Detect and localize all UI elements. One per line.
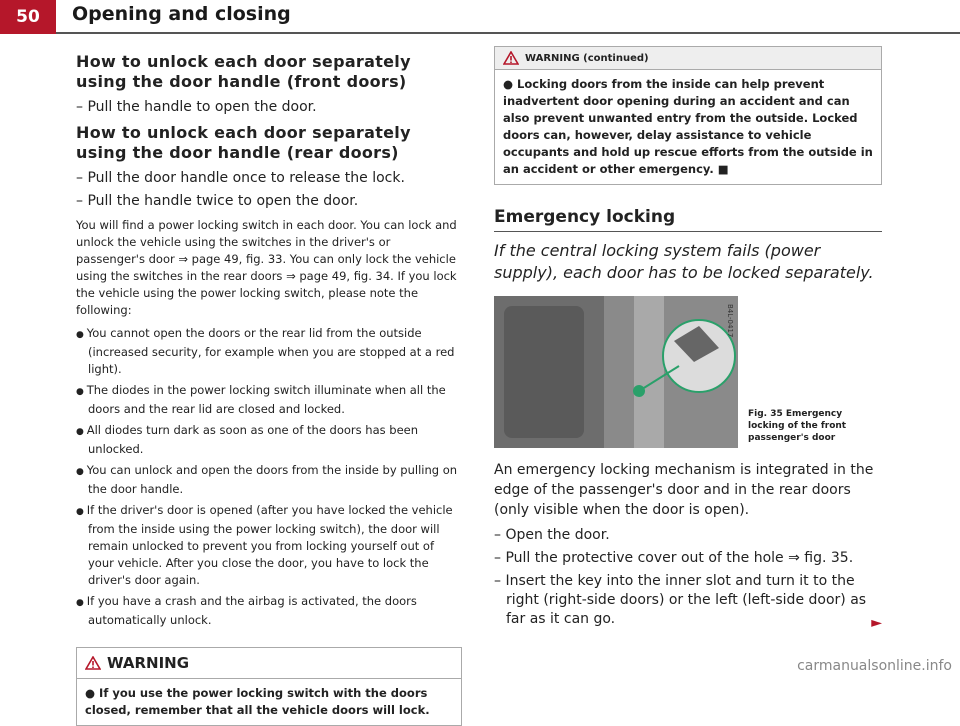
running-header: Opening and closing bbox=[72, 3, 291, 25]
figure-row bbox=[494, 296, 882, 448]
right-column bbox=[494, 46, 882, 631]
warning-title: WARNING bbox=[107, 654, 190, 672]
warning-header bbox=[77, 648, 461, 679]
page-number: 50 bbox=[0, 0, 56, 34]
warning-box bbox=[76, 647, 462, 726]
warning-triangle-icon bbox=[503, 51, 519, 65]
watermark: carmanualsonline.info bbox=[797, 658, 952, 674]
door-lock-illustration bbox=[494, 296, 738, 448]
continue-arrow-icon: ► bbox=[871, 615, 882, 631]
bullet-4: ● You can unlock and open the doors from the inside by pulling on the door handle. bbox=[76, 462, 462, 498]
header-rule bbox=[56, 32, 960, 34]
step-rear-1: – Pull the door handle once to release the lock. bbox=[76, 169, 462, 188]
power-locking-paragraph: You will find a power locking switch in each door. You can lock and unlock the vehicle using the switches in the driver's or passenger's door ⇒ page 49, fig. 33. You can only lock the vehicle using the switches in the rear doors ⇒ page 49, fig. 34. If you lock the vehicle using the power locking switch, please note the following: bbox=[76, 218, 457, 317]
bullet-5: ● If the driver's door is opened (after you have locked the vehicle from the inside using the power locking switch), the door will remain unlocked to prevent you from locking yourself out of your vehicle. After you close the door, you have to lock the driver's door again. bbox=[76, 502, 462, 589]
bullet-3: ● All diodes turn dark as soon as one of the doors has been unlocked. bbox=[76, 422, 462, 458]
warning-continued-title: WARNING (continued) bbox=[525, 52, 649, 64]
heading-rear-doors: How to unlock each door separately using the door handle (rear doors) bbox=[76, 123, 411, 162]
bullet-6: ● If you have a crash and the airbag is activated, the doors automatically unlock. bbox=[76, 593, 462, 629]
figure-caption: Fig. 35 Emergency locking of the front passenger's door bbox=[748, 409, 847, 443]
emergency-step-2: – Pull the protective cover out of the hole ⇒ fig. 35. bbox=[494, 549, 882, 568]
warning-text: ● If you use the power locking switch with the doors closed, remember that all the vehicle doors will lock. bbox=[85, 686, 430, 717]
emergency-step-1: – Open the door. bbox=[494, 526, 882, 545]
warning-continued-text: ● Locking doors from the inside can help prevent inadvertent door opening during an accident and can also prevent unwanted entry from the outside. Locked doors can, however, delay assistance to vehicle occupants and hold up rescue efforts from the outside in an accident or other emergency. ■ bbox=[503, 77, 873, 176]
step-front-1: – Pull the handle to open the door. bbox=[76, 98, 462, 117]
emergency-paragraph: An emergency locking mechanism is integrated in the edge of the passenger's door and in the rear doors (only visible when the door is open). bbox=[494, 462, 874, 518]
bullet-2: ● The diodes in the power locking switch illuminate when all the doors and the rear lid are closed and locked. bbox=[76, 382, 462, 418]
bullet-1: ● You cannot open the doors or the rear lid from the outside (increased security, for example when you are stopped at a red light). bbox=[76, 325, 462, 378]
emergency-locking-title: Emergency locking bbox=[494, 207, 676, 227]
left-column bbox=[76, 46, 462, 726]
warning-triangle-icon bbox=[85, 656, 101, 670]
figure-code: B4L-0417 bbox=[726, 304, 734, 338]
heading-front-doors: How to unlock each door separately using the door handle (front doors) bbox=[76, 52, 411, 91]
warning-continued-header bbox=[495, 47, 881, 70]
emergency-intro: If the central locking system fails (power supply), each door has to be locked separately. bbox=[494, 241, 874, 282]
emergency-step-3: – Insert the key into the inner slot and turn it to the right (right-side doors) or the left (left-side door) as far as it can go. bbox=[494, 572, 882, 629]
step-rear-2: – Pull the handle twice to open the door. bbox=[76, 192, 462, 211]
warning-continued-box bbox=[494, 46, 882, 185]
section-rule bbox=[494, 231, 882, 232]
figure-35-image bbox=[494, 296, 738, 448]
